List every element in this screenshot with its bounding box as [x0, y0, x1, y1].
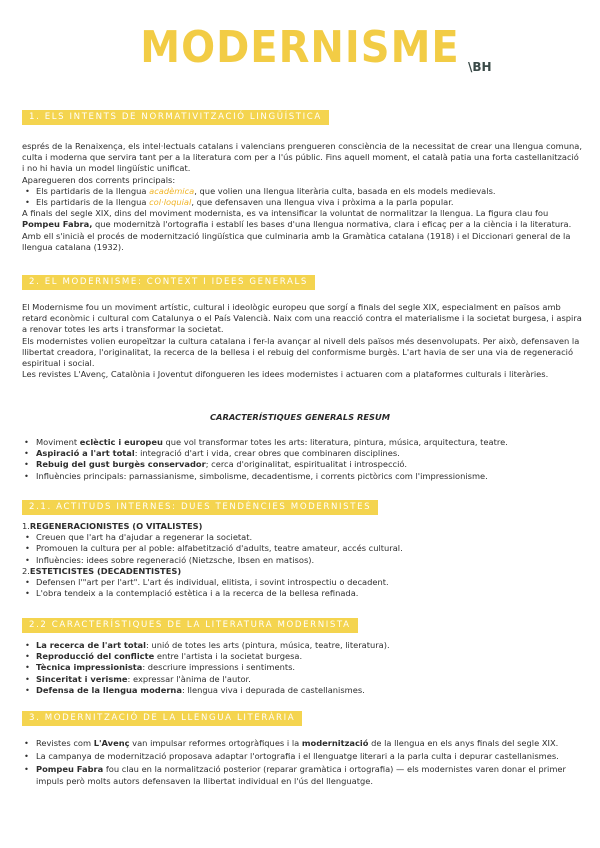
section-heading-3: 3. MODERNITZACIÓ DE LA LLENGUA LITERÀRIA: [22, 711, 302, 726]
section-2-body: [22, 302, 582, 380]
summary-list: [22, 437, 582, 482]
list-item: • Reproducció del conflicte entre l'artista i la societat burgesa.: [22, 651, 582, 662]
paragraph: esprés de la Renaixença, els intel·lectuals catalans i valencians prengueren consciència de la necessitat de crear una llengua comuna, culta i moderna que servira tant per a la literatura com per a l'ús públic. Fins aquell moment, el català patia una forta castellanització i no hi havia un model lingüístic unificat.: [22, 141, 582, 174]
list-item: • Defensa de la llengua moderna: llengua viva i depurada de castellanismes.: [22, 685, 582, 696]
brand-logo: \BH: [468, 60, 492, 74]
list-item: • La recerca de l'art total: unió de totes les arts (pintura, música, teatre, literatura).: [22, 640, 582, 651]
bullet-list: [22, 186, 582, 208]
list-item: • Moviment eclèctic i europeu que vol transformar totes les arts: literatura, pintura, música, arquitectura, teatre.: [22, 437, 582, 448]
list-item: • Influències principals: parnassianisme, simbolisme, decadentisme, i corrents pictòrics com l'impressionisme.: [22, 471, 582, 482]
paragraph: Els modernistes volien europeïtzar la cultura catalana i fer-la avançar al nivell dels països més desenvolupats. Per això, defensaven la llibertat creadora, l'originalitat, la recerca de la bellesa i el rebuig del conformisme burgès. L'art havia de ser una via de regeneració espiritual i social.: [22, 335, 580, 369]
list-item: • Pompeu Fabra fou clau en la normalització posterior (reparar gramàtica i ortografia) — els modernistes varen donar el primer impuls però molts autors defensaven la llibertat individual en l'ús del llenguatge.: [22, 764, 582, 786]
list-item: • Influències: idees sobre regeneració (Nietzsche, Ibsen en matisos).: [22, 555, 582, 566]
section-3-body: [22, 738, 582, 787]
paragraph: Les revistes L'Avenç, Catalònia i Joventut difongueren les idees modernistes i actuaren com a plataformes culturals i literàries.: [22, 369, 549, 380]
subheading: 1.REGENERACIONISTES (O VITALISTES): [22, 521, 203, 531]
list-item: • Promouen la cultura per al poble: alfabetització d'adults, teatre amateur, accés cultural.: [22, 543, 582, 554]
list-item: • Revistes com L'Avenç van impulsar reformes ortogràfiques i la modernització de la llengua en els anys finals del segle XIX.: [22, 738, 582, 749]
list-item: • Defensen l'"art per l'art". L'art és individual, elitista, i sovint introspectiu o decadent.: [22, 577, 582, 588]
list-item: • Creuen que l'art ha d'ajudar a regenerar la societat.: [22, 532, 582, 543]
paragraph: Aparegueren dos corrents principals:: [22, 174, 176, 185]
subheading: 2.ESTETICISTES (DECADENTISTES): [22, 565, 182, 576]
list-item: • La campanya de modernització proposava adaptar l'ortografia i el llenguatge literari a la parla culta i depurar castellanismes.: [22, 751, 582, 762]
section-2-2-body: [22, 640, 582, 696]
section-heading-2-2: 2.2 CARACTERÍSTIQUES DE LA LITERATURA MODERNISTA: [22, 618, 358, 633]
paragraph: El Modernisme fou un moviment artístic, cultural i ideològic europeu que sorgí a finals del segle XIX, especialment en països amb retard econòmic i cultural com Catalunya o el País Valencià. Naix com una reacció contra el materialisme i la societat burgesa, i aspira a renovar totes les arts i transformar la societat.: [22, 302, 582, 335]
list-item: • Rebuig del gust burgès conservador; cerca d'originalitat, espiritualitat i introspecció.: [22, 459, 582, 470]
list-item: • Els partidaris de la llengua acadèmica, que volien una llengua literària culta, basada en els models medievals.: [22, 186, 582, 197]
list-item: • L'obra tendeix a la contemplació estètica i a la recerca de la bellesa refinada.: [22, 588, 582, 599]
list-item: • Aspiració a l'art total: integració d'art i vida, crear obres que combinaren disciplines.: [22, 448, 582, 459]
section-2-1-body: [22, 521, 582, 599]
section-heading-1: 1. ELS INTENTS DE NORMATIVITZACIÓ LINGÜÍSTICA: [22, 110, 329, 125]
section-heading-2-1: 2.1. ACTITUDS INTERNES: DUES TENDÈNCIES MODERNISTES: [22, 500, 378, 515]
list-item: • Sinceritat i verisme: expressar l'ànima de l'autor.: [22, 674, 582, 685]
section-1-body: [22, 141, 582, 253]
page-title: MODERNISME: [140, 23, 460, 73]
list-item: • Tècnica impressionista: descriure impressions i sentiments.: [22, 662, 582, 673]
list-item: • Els partidaris de la llengua col·loquial, que defensaven una llengua viva i pròxima a la parla popular.: [22, 197, 582, 208]
summary-title: CARACTERÍSTIQUES GENERALS RESUM: [209, 412, 391, 422]
section-heading-2: 2. EL MODERNISME: CONTEXT I IDEES GENERALS: [22, 275, 315, 290]
paragraph: A finals del segle XIX, dins del moviment modernista, es va intensificar la voluntat de normalitzar la llengua. La figura clau fou Pompeu Fabra, que modernitzà l'ortografia i establí les bases d'una llengua normativa, clara i eficaç per a la ciència i la literatura. Amb ell s'inicià el procés de modernització lingüística que culminaria amb la Gramàtica catalana (1918) i el Diccionari general de la llengua catalana (1932).: [22, 208, 572, 252]
